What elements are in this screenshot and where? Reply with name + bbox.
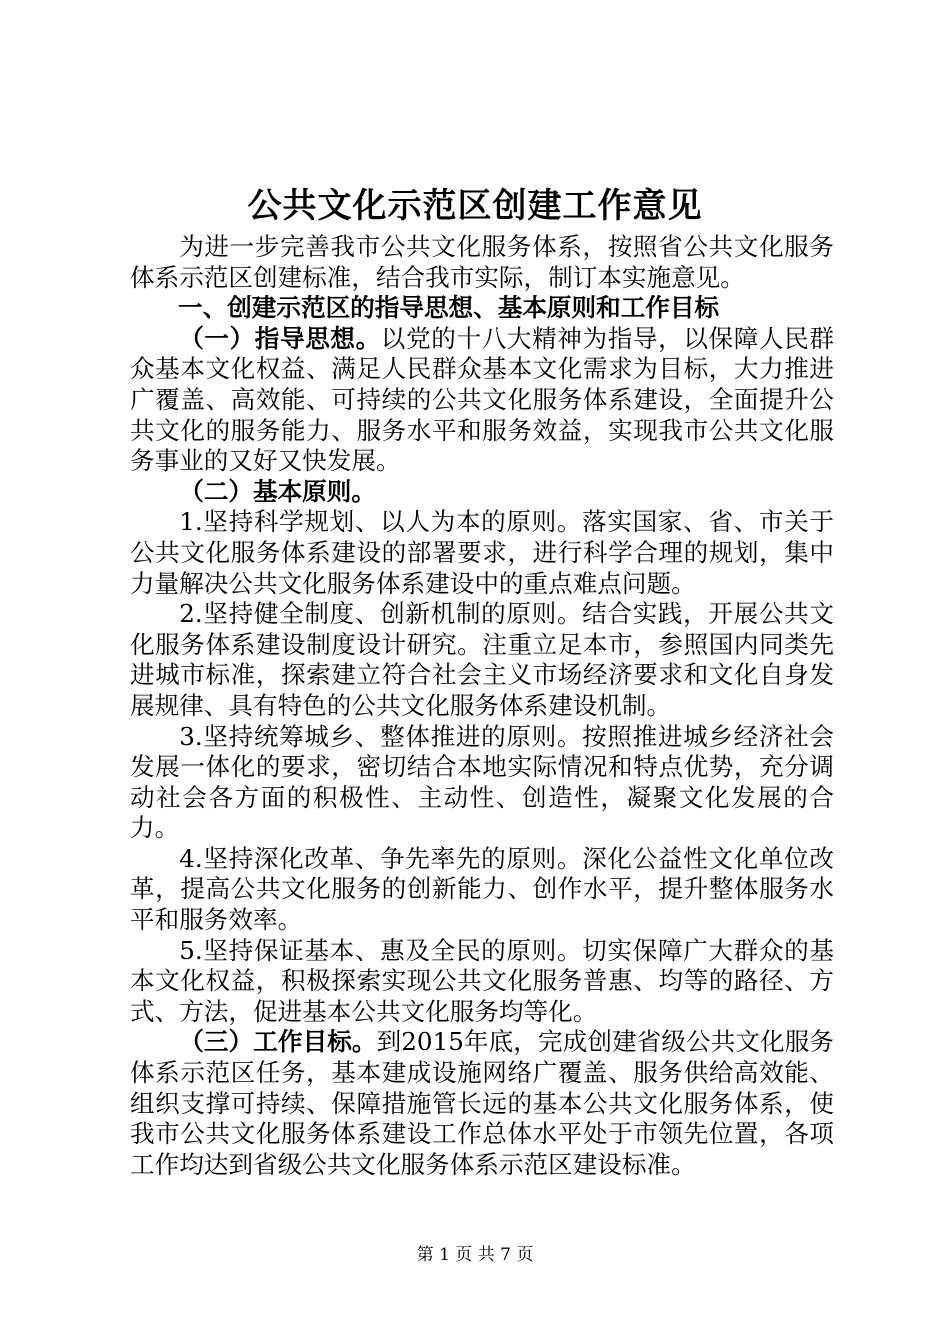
principles-label: （二）基本原则。 [179,476,376,506]
goals-label: （三）工作目标。 [179,1027,377,1057]
principle-item: 5.坚持保证基本、惠及全民的原则。切实保障广大群众的基本文化权益，积极探索实现公共文化服务普惠、均等的路径、方式、方法，促进基本公共文化服务均等化。 [130,935,834,1026]
section-heading: 一、创建示范区的指导思想、基本原则和工作目标 [178,293,720,323]
goals-paragraph [130,1027,834,1180]
principles-heading [130,477,834,508]
document-title: 公共文化示范区创建工作意见 [247,186,703,226]
principle-item: 1.坚持科学规划、以人为本的原则。落实国家、省、市关于公共文化服务体系建设的部署要求，进行科学合理的规划，集中力量解决公共文化服务体系建设中的重点难点问题。 [130,507,834,598]
principle-item: 4.坚持深化改革、争先率先的原则。深化公益性文化单位改革，提高公共文化服务的创新能力、创作水平，提升整体服务水平和服务效率。 [130,843,834,935]
page-number: 第 1 页 共 7 页 [416,1245,534,1265]
principle-item: 3.坚持统筹城乡、整体推进的原则。按照推进城乡经济社会发展一体化的要求，密切结合本地实际情况和特点优势，充分调动社会各方面的积极性、主动性、创造性，凝聚文化发展的合力。 [130,721,834,843]
intro-paragraph: 为进一步完善我市公共文化服务体系，按照省公共文化服务体系示范区创建标准，结合我市实际，制订本实施意见。 [130,232,834,292]
guiding-text: 以党的十八大精神为指导，以保障人民群众基本文化权益、满足人民群众基本文化需求为目标，大力推进广覆盖、高效能、可持续的公共文化服务体系建设，全面提升公共文化的服务能力、服务水平和服务效益，实现我市公共文化服务事业的又好又快发展。 [130,323,834,476]
goals-text: 到2015年底，完成创建省级公共文化服务体系示范区任务，基本建成设施网络广覆盖、服务供给高效能、组织支撑可持续、保障措施管长远的基本公共文化服务体系，使我市公共文化服务体系建设工作总体水平处于市领先位置，各项工作均达到省级公共文化服务体系示范区建设标准。 [130,1027,834,1179]
guiding-label: （一）指导思想。 [179,323,381,353]
principle-item: 2.坚持健全制度、创新机制的原则。结合实践，开展公共文化服务体系建设制度设计研究。注重立足本市，参照国内同类先进城市标准，探索建立符合社会主义市场经济要求和文化自身发展规律、具有特色的公共文化服务体系建设机制。 [130,599,834,720]
guiding-paragraph [130,324,834,477]
document-body [130,232,834,1180]
